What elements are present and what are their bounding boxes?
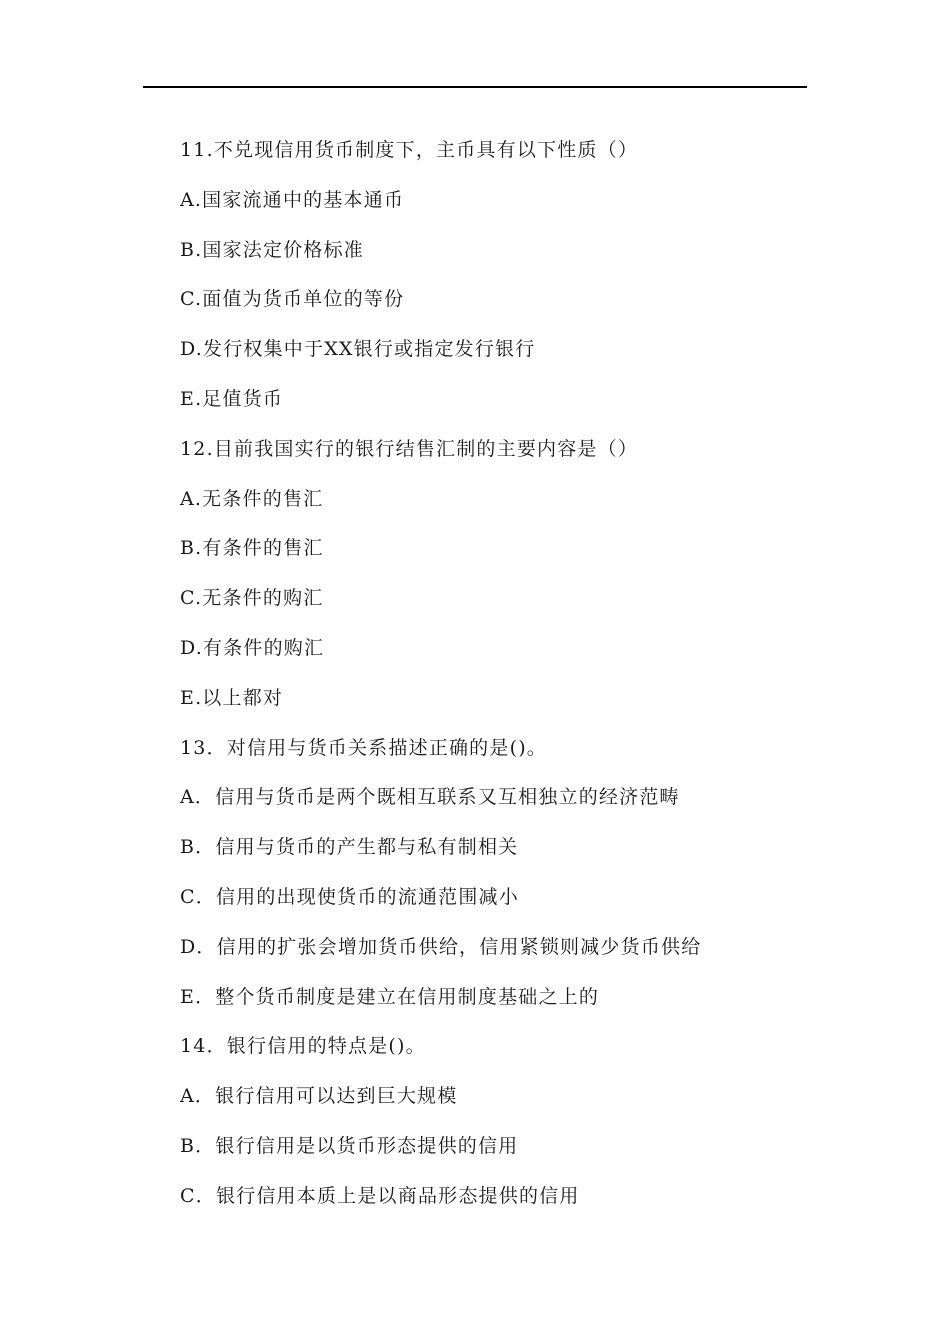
question-11-option-b: B.国家法定价格标准 [180,238,365,261]
question-13-option-e: E．整个货币制度是建立在信用制度基础之上的 [180,985,600,1008]
question-14-stem: 14．银行信用的特点是()。 [180,1035,426,1058]
question-content [180,133,820,1229]
header-rule [143,86,807,88]
question-13-option-d: D．信用的扩张会增加货币供给，信用紧锁则减少货币供给 [180,935,702,958]
question-11-option-c: C.面值为货币单位的等份 [180,288,405,311]
question-11-stem: 11.不兑现信用货币制度下，主币具有以下性质（） [180,139,639,161]
question-12-stem: 12.目前我国实行的银行结售汇制的主要内容是（） [180,437,639,460]
question-11-option-a: A.国家流通中的基本通币 [180,188,405,211]
question-12-option-a: A.无条件的售汇 [180,487,324,510]
question-14-option-b: B．银行信用是以货币形态提供的信用 [180,1134,519,1157]
question-12-option-e: E.以上都对 [180,686,284,709]
question-14-option-c: C．银行信用本质上是以商品形态提供的信用 [180,1184,580,1207]
question-13-stem: 13．对信用与货币关系描述正确的是()。 [180,736,548,759]
question-12-option-d: D.有条件的购汇 [180,636,325,659]
question-11-option-e: E.足值货币 [180,387,284,410]
question-14-option-a: A．银行信用可以达到巨大规模 [180,1085,458,1108]
question-12-option-b: B.有条件的售汇 [180,537,324,560]
question-13-option-b: B．信用与货币的产生都与私有制相关 [180,836,519,859]
question-13-option-c: C．信用的出现使货币的流通范围减小 [180,885,519,908]
question-11-option-d: D.发行权集中于XX银行或指定发行银行 [180,338,536,361]
question-12-option-c: C.无条件的购汇 [180,587,324,610]
question-13-option-a: A．信用与货币是两个既相互联系又互相独立的经济范畴 [180,786,680,809]
